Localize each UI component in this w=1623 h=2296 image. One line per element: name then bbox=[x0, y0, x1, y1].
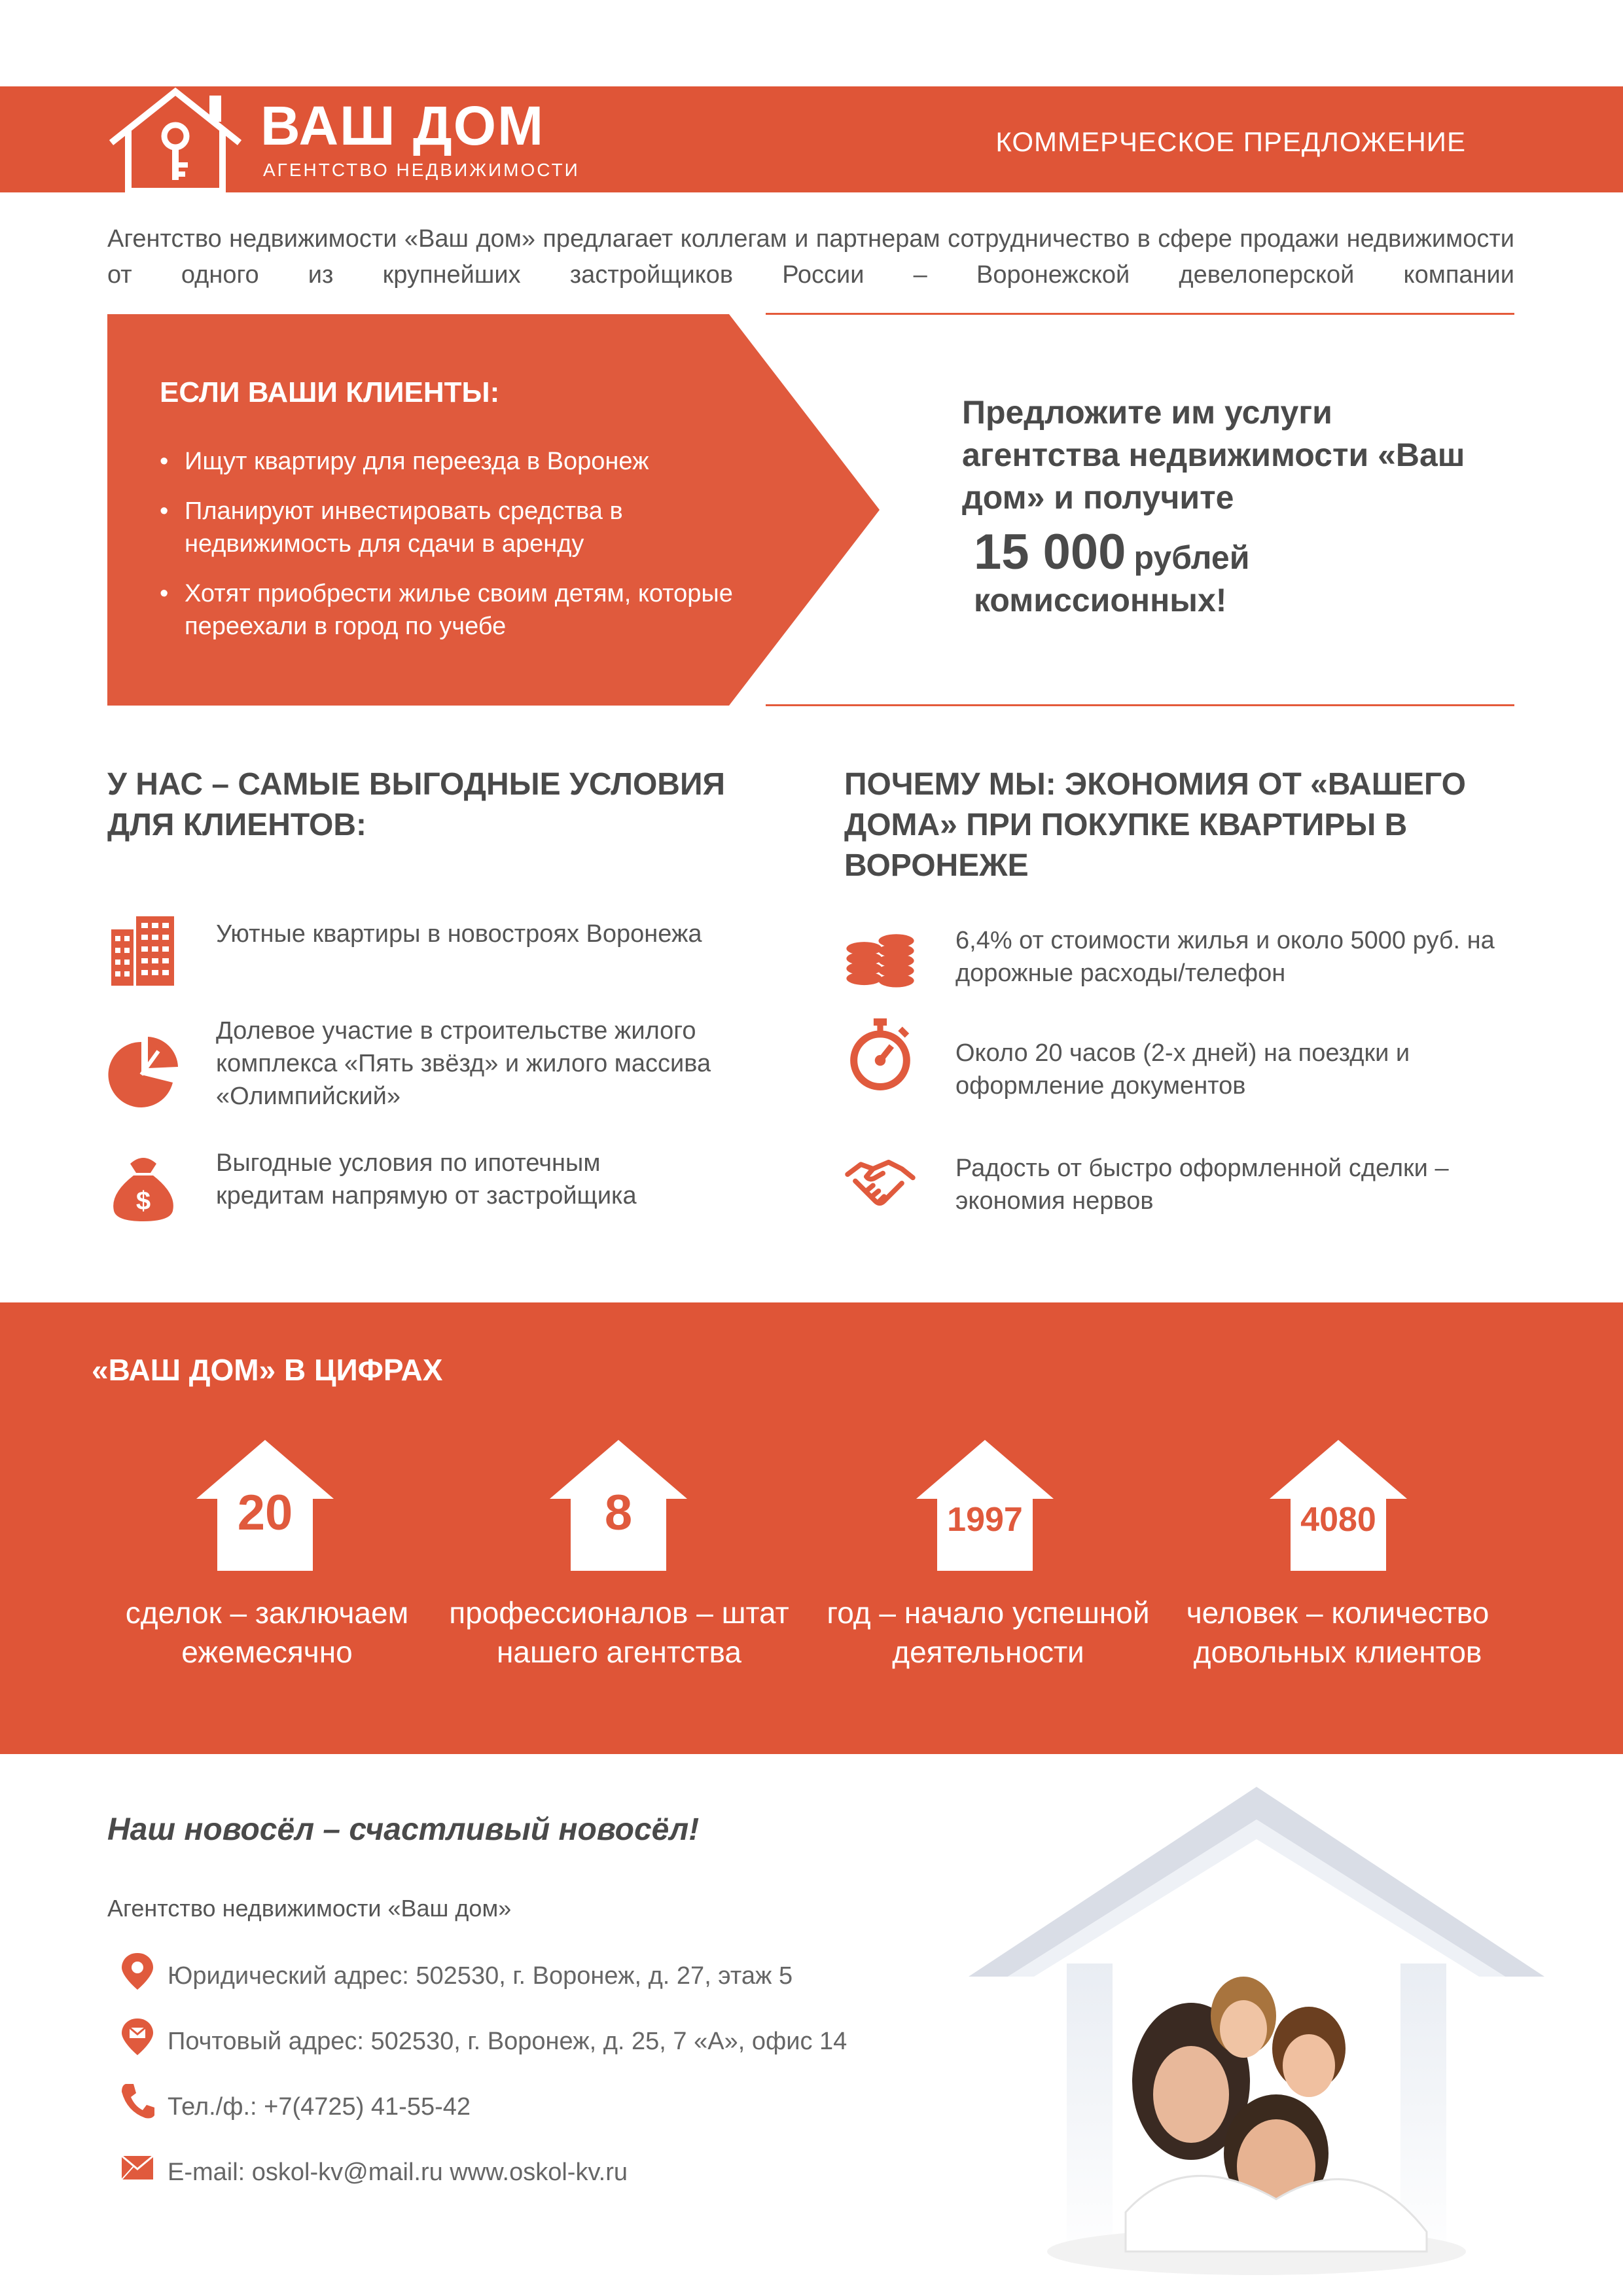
why-us-title: ПОЧЕМУ МЫ: ЭКОНОМИЯ ОТ «ВАШЕГО ДОМА» ПРИ ПОКУПКЕ КВАРТИРЫ В ВОРОНЕЖЕ bbox=[844, 767, 1466, 883]
stat-value: 1997 bbox=[947, 1501, 1023, 1539]
conditions-title: У НАС – САМЫЕ ВЫГОДНЫЕ УСЛОВИЯ ДЛЯ КЛИЕНТОВ: bbox=[107, 767, 725, 842]
offer-text: Предложите им услуги агентства недвижимости «Ваш дом» и получите bbox=[962, 394, 1465, 516]
why-us-text: Около 20 часов (2-х дней) на поездки и оформление документов bbox=[955, 1039, 1410, 1100]
amount-value: 15 000 bbox=[974, 524, 1126, 580]
clients-title: ЕСЛИ ВАШИ КЛИЕНТЫ: bbox=[160, 376, 500, 408]
contact-phone: Тел./ф.: +7(4725) 41-55-42 bbox=[168, 2093, 471, 2121]
pie-chart-icon bbox=[107, 1037, 179, 1109]
offer-amount bbox=[974, 524, 1249, 581]
bottom-divider bbox=[766, 704, 1514, 706]
contact-email: E-mail: oskol-kv@mail.ru www.oskol-kv.ru bbox=[168, 2159, 628, 2186]
clients-list bbox=[160, 445, 762, 660]
stat-value: 4080 bbox=[1300, 1501, 1376, 1539]
envelope-icon bbox=[119, 2145, 156, 2185]
handshake-icon bbox=[844, 1147, 916, 1219]
why-us-text: 6,4% от стоимости жилья и около 5000 руб. на дорожные расходы/телефон bbox=[955, 927, 1495, 987]
condition-text: Уютные квартиры в новостроях Воронежа bbox=[216, 920, 702, 948]
top-divider bbox=[766, 313, 1514, 315]
intro-paragraph: Агентство недвижимости «Ваш дом» предлагает коллегам и партнерам сотрудничество в сфере продажи недвижимости от одного из крупнейших застройщиков России – Воронежской девелоперской компании bbox=[107, 225, 1514, 289]
stat-label: человек – количество довольных клиентов bbox=[1186, 1596, 1489, 1669]
coins-icon bbox=[844, 924, 916, 996]
document-type: КОММЕРЧЕСКОЕ ПРЕДЛОЖЕНИЕ bbox=[995, 126, 1466, 157]
contact-postal-address: Почтовый адрес: 502530, г. Воронеж, д. 25, 7 «А», офис 14 bbox=[168, 2028, 847, 2055]
stat-value: 8 bbox=[604, 1485, 633, 1541]
building-icon bbox=[107, 915, 179, 987]
list-item: • Планируют инвестировать средства в недвижимость для сдачи в аренду bbox=[160, 495, 762, 560]
stat-label: сделок – заключаем ежемесячно bbox=[125, 1596, 409, 1669]
condition-text: Выгодные условия по ипотечным кредитам напрямую от застройщика bbox=[216, 1149, 637, 1210]
house-key-logo-icon bbox=[105, 85, 245, 196]
logo-name: ВАШ ДОМ bbox=[260, 95, 545, 156]
family-house-photo bbox=[969, 1780, 1544, 2278]
stat-value: 20 bbox=[237, 1485, 293, 1541]
stat-label: профессионалов – штат нашего агентства bbox=[449, 1596, 789, 1669]
stopwatch-icon bbox=[844, 1018, 916, 1090]
slogan: Наш новосёл – счастливый новосёл! bbox=[107, 1812, 700, 1847]
amount-currency: рублей bbox=[1133, 539, 1250, 576]
stat-label: год – начало успешной деятельности bbox=[827, 1596, 1150, 1669]
svg-text:$: $ bbox=[135, 1187, 151, 1215]
offer-ending: комиссионных! bbox=[974, 582, 1227, 619]
phone-icon bbox=[119, 2081, 156, 2121]
company-name: Агентство недвижимости «Ваш дом» bbox=[107, 1895, 512, 1922]
logo-subtitle: АГЕНТСТВО НЕДВИЖИМОСТИ bbox=[263, 160, 580, 180]
location-pin-icon bbox=[119, 1952, 156, 1991]
contact-legal-address: Юридический адрес: 502530, г. Воронеж, д. 27, этаж 5 bbox=[168, 1962, 793, 1990]
money-bag-icon bbox=[107, 1151, 179, 1223]
condition-text: Долевое участие в строительстве жилого комплекса «Пять звёзд» и жилого массива «Олимпийский» bbox=[216, 1017, 711, 1110]
numbers-title: «ВАШ ДОМ» В ЦИФРАХ bbox=[92, 1353, 443, 1387]
why-us-text: Радость от быстро оформленной сделки – экономия нервов bbox=[955, 1155, 1449, 1215]
list-item: • Хотят приобрести жилье своим детям, которые переехали в город по учебе bbox=[160, 577, 762, 643]
mail-pin-icon bbox=[119, 2017, 156, 2056]
list-item: • Ищут квартиру для переезда в Воронеж bbox=[160, 445, 762, 478]
